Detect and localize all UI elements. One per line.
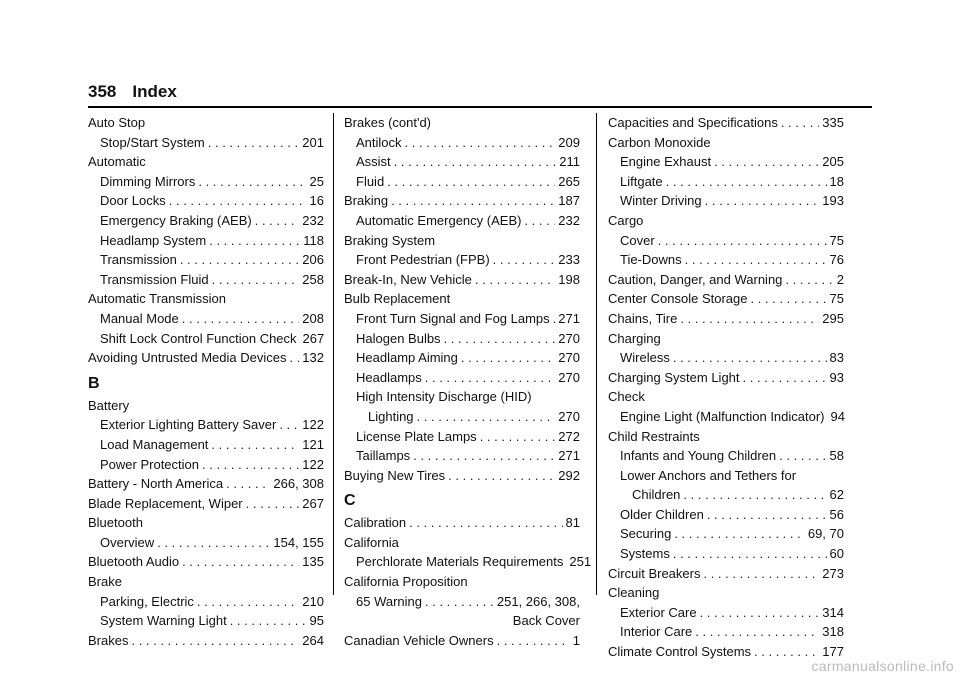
page-reference[interactable]: 318 xyxy=(822,624,844,640)
index-subentry xyxy=(608,505,844,525)
index-entry xyxy=(608,133,844,153)
index-subentry xyxy=(88,172,324,192)
page-reference[interactable]: 58 xyxy=(829,448,844,464)
index-subentry xyxy=(88,533,324,553)
page-reference[interactable]: 193 xyxy=(822,193,844,209)
watermark: carmanualsonline.info xyxy=(811,658,954,674)
index-subentry xyxy=(608,544,844,564)
entry-text: Dimming Mirrors xyxy=(100,173,196,189)
dot-leader xyxy=(743,368,827,388)
index-entry xyxy=(608,583,844,603)
entry-text: Securing xyxy=(620,526,672,542)
index-entry xyxy=(344,191,580,211)
page-reference[interactable]: 205 xyxy=(822,154,844,170)
entry-text: Perchlorate Materials Requirements xyxy=(356,554,564,570)
entry-text: Blade Replacement, Wiper xyxy=(88,495,243,511)
index-entry xyxy=(608,387,844,407)
dot-leader xyxy=(209,231,300,251)
page-reference[interactable]: 75 xyxy=(829,291,844,307)
index-subentry xyxy=(608,250,844,270)
dot-leader xyxy=(211,435,299,455)
index-subentry xyxy=(608,466,844,486)
entry-text: Brake xyxy=(88,574,122,590)
page-title: Index xyxy=(132,82,177,101)
index-subentry xyxy=(88,611,324,631)
dot-leader xyxy=(425,592,494,612)
entry-text: Brakes xyxy=(88,632,129,648)
entry-text: California Proposition xyxy=(344,574,468,590)
index-entry xyxy=(88,152,324,172)
page-reference[interactable]: 271 xyxy=(558,448,580,464)
page-reference[interactable]: 232 xyxy=(302,212,324,228)
page-reference[interactable]: 56 xyxy=(829,506,844,522)
index-entry xyxy=(608,642,844,662)
page-reference[interactable]: 270 xyxy=(558,330,580,346)
entry-text: Parking, Electric xyxy=(100,593,194,609)
header-rule xyxy=(88,106,872,108)
entry-text: Calibration xyxy=(344,515,407,531)
index-subentry xyxy=(344,211,580,231)
entry-text: Caution, Danger, and Warning xyxy=(608,271,783,287)
dot-leader xyxy=(413,446,555,466)
dot-leader xyxy=(779,446,826,466)
entry-text: Halogen Bulbs xyxy=(356,330,441,346)
dot-leader xyxy=(394,152,557,172)
page-reference[interactable]: 18 xyxy=(829,173,844,189)
dot-leader xyxy=(391,191,555,211)
entry-text: Lower Anchors and Tethers for xyxy=(620,467,797,483)
index-subentry xyxy=(608,485,844,505)
dot-leader xyxy=(198,172,306,192)
index-entry xyxy=(344,231,580,251)
dot-leader xyxy=(409,513,562,533)
entry-text: Climate Control Systems xyxy=(608,644,752,660)
page-reference[interactable]: 60 xyxy=(829,546,844,562)
entry-text: Older Children xyxy=(620,506,704,522)
entry-text: Charging xyxy=(608,330,661,346)
dot-leader xyxy=(553,309,556,329)
entry-text: Manual Mode xyxy=(100,310,179,326)
index-entry xyxy=(88,494,324,514)
column-divider xyxy=(333,113,334,595)
dot-leader xyxy=(700,603,820,623)
index-subentry xyxy=(608,603,844,623)
dot-leader xyxy=(182,309,300,329)
dot-leader xyxy=(180,250,299,270)
page-reference[interactable]: 270 xyxy=(558,408,580,424)
page-reference[interactable]: 135 xyxy=(302,554,324,570)
index-subentry xyxy=(88,415,324,435)
dot-leader xyxy=(444,329,556,349)
entry-text: Systems xyxy=(620,546,670,562)
dot-leader xyxy=(673,348,827,368)
entry-text: Braking xyxy=(344,193,389,209)
entry-text: Antilock xyxy=(356,134,402,150)
dot-leader xyxy=(497,631,570,651)
dot-leader xyxy=(387,172,555,192)
dot-leader xyxy=(230,611,307,631)
entry-text: Shift Lock Control Function Check xyxy=(100,330,297,346)
index-subentry xyxy=(344,309,580,329)
index-subentry xyxy=(608,622,844,642)
index-entry xyxy=(88,513,324,533)
entry-text: Child Restraints xyxy=(608,428,700,444)
page-reference[interactable]: 62 xyxy=(829,487,844,503)
index-subentry xyxy=(88,211,324,231)
index-subentry xyxy=(344,592,580,612)
entry-text: Charging System Light xyxy=(608,369,740,385)
dot-leader xyxy=(524,211,555,231)
entry-text: Carbon Monoxide xyxy=(608,134,711,150)
dot-leader xyxy=(246,494,300,514)
entry-text: Infants and Young Children xyxy=(620,448,777,464)
index-entry xyxy=(88,631,324,651)
entry-text: Automatic xyxy=(88,154,146,170)
index-entry xyxy=(344,466,580,486)
entry-text: Bluetooth xyxy=(88,515,143,531)
page-reference[interactable]: 83 xyxy=(829,350,844,366)
entry-text: Buying New Tires xyxy=(344,467,446,483)
index-entry xyxy=(88,348,324,368)
page-reference[interactable]: 266, 308 xyxy=(273,476,324,492)
dot-leader xyxy=(182,552,299,572)
entry-text: Emergency Braking (AEB) xyxy=(100,212,252,228)
entry-text: Canadian Vehicle Owners xyxy=(344,632,494,648)
dot-leader xyxy=(425,368,556,388)
dot-leader xyxy=(226,474,270,494)
index-subentry xyxy=(608,152,844,172)
page-reference[interactable]: 314 xyxy=(822,604,844,620)
dot-leader xyxy=(707,505,827,525)
entry-text: Transmission Fluid xyxy=(100,271,209,287)
dot-leader xyxy=(448,466,555,486)
dot-leader xyxy=(131,631,299,651)
index-subentry xyxy=(88,250,324,270)
dot-leader xyxy=(405,133,556,153)
entry-text: Battery - North America xyxy=(88,476,224,492)
entry-text: Avoiding Untrusted Media Devices xyxy=(88,350,287,366)
page-reference[interactable]: 251 xyxy=(569,554,592,570)
index-subentry xyxy=(344,133,580,153)
page-reference[interactable]: 270 xyxy=(558,350,580,366)
page-reference[interactable]: 81 xyxy=(565,515,580,531)
index-subentry xyxy=(608,191,844,211)
entry-text: Interior Care xyxy=(620,624,693,640)
index-subentry xyxy=(88,435,324,455)
page-reference[interactable]: 1 xyxy=(572,632,580,648)
entry-text: Brakes (cont'd) xyxy=(344,115,432,130)
page-reference[interactable]: 75 xyxy=(829,232,844,248)
index-subentry xyxy=(344,329,580,349)
page-reference[interactable]: 209 xyxy=(558,134,580,150)
index-subentry xyxy=(88,455,324,475)
entry-text: Load Management xyxy=(100,436,209,452)
entry-text: License Plate Lamps xyxy=(356,428,477,444)
index-entry xyxy=(608,368,844,388)
dot-leader xyxy=(289,348,299,368)
dot-leader xyxy=(714,152,819,172)
dot-leader xyxy=(685,250,827,270)
page-reference[interactable]: 121 xyxy=(302,436,324,452)
entry-text: Liftgate xyxy=(620,173,663,189)
column-divider xyxy=(596,113,597,595)
index-entry-continuation: Back Cover xyxy=(512,613,580,629)
index-subentry xyxy=(88,270,324,290)
entry-text: Capacities and Specifications xyxy=(608,115,778,130)
page-reference[interactable]: 25 xyxy=(309,173,324,189)
dot-leader xyxy=(208,133,300,153)
index-entry xyxy=(88,289,324,309)
index-entry xyxy=(88,113,324,133)
index-entry xyxy=(344,533,580,553)
dot-leader xyxy=(202,455,299,475)
index-column-3 xyxy=(608,113,844,662)
index-subentry xyxy=(608,172,844,192)
index-subentry xyxy=(88,231,324,251)
index-subentry xyxy=(608,524,844,544)
entry-text: Auto Stop xyxy=(88,115,146,130)
entry-text: Headlamps xyxy=(356,369,422,385)
page-reference[interactable]: 211 xyxy=(559,154,580,170)
page-reference[interactable]: 132 xyxy=(302,350,324,366)
page-reference[interactable]: 118 xyxy=(303,232,324,248)
entry-text: Automatic Transmission xyxy=(88,291,226,307)
index-subentry xyxy=(344,348,580,368)
page-reference[interactable]: 95 xyxy=(309,613,324,629)
entry-text: Lighting xyxy=(368,408,414,424)
page-reference[interactable]: 2 xyxy=(836,271,844,287)
entry-text: Wireless xyxy=(620,350,670,366)
entry-text: Bluetooth Audio xyxy=(88,554,180,570)
entry-text: Battery xyxy=(88,397,130,413)
page-reference[interactable]: 76 xyxy=(829,252,844,268)
index-subentry xyxy=(344,368,580,388)
index-entry xyxy=(608,309,844,329)
page-reference[interactable]: 295 xyxy=(822,310,844,326)
entry-text: Assist xyxy=(356,154,391,170)
index-subentry xyxy=(88,309,324,329)
entry-text: Transmission xyxy=(100,252,177,268)
entry-text: Headlamp System xyxy=(100,232,207,248)
page-reference[interactable]: 122 xyxy=(302,417,324,433)
page-reference[interactable]: 258 xyxy=(302,271,324,287)
index-subentry xyxy=(608,231,844,251)
index-entry xyxy=(608,564,844,584)
dot-leader xyxy=(658,231,827,251)
entry-text: Break-In, New Vehicle xyxy=(344,271,472,287)
index-column-2 xyxy=(344,113,592,650)
entry-text: Bulb Replacement xyxy=(344,291,451,307)
index-entry xyxy=(88,396,324,416)
entry-text: Winter Driving xyxy=(620,193,702,209)
page-reference[interactable]: 93 xyxy=(829,369,844,385)
index-entry xyxy=(608,113,844,133)
page-header xyxy=(88,82,177,102)
entry-text: System Warning Light xyxy=(100,613,227,629)
index-subentry xyxy=(608,446,844,466)
index-subentry xyxy=(344,250,580,270)
entry-text: Cover xyxy=(620,232,655,248)
index-subentry xyxy=(344,427,580,447)
page-reference[interactable]: 335 xyxy=(822,115,844,130)
entry-text: Fluid xyxy=(356,173,385,189)
entry-text: Overview xyxy=(100,534,155,550)
dot-leader xyxy=(475,270,555,290)
entry-text: California xyxy=(344,534,399,550)
index-subentry xyxy=(344,407,580,427)
index-subentry xyxy=(608,348,844,368)
entry-text: Children xyxy=(632,487,681,503)
page-reference[interactable]: 187 xyxy=(558,193,580,209)
index-column-1 xyxy=(88,113,324,650)
index-subentry xyxy=(88,329,324,349)
page-reference[interactable]: 251, 266, 308, xyxy=(496,593,580,609)
index-entry xyxy=(344,631,580,651)
index-entry xyxy=(344,113,580,133)
index-entry xyxy=(608,289,844,309)
index-subentry xyxy=(344,172,580,192)
dot-leader xyxy=(212,270,300,290)
page-reference[interactable]: 206 xyxy=(302,252,324,268)
entry-text: Front Turn Signal and Fog Lamps xyxy=(356,310,550,326)
dot-leader xyxy=(674,524,805,544)
index-entry xyxy=(88,572,324,592)
dot-leader xyxy=(255,211,300,231)
page-number: 358 xyxy=(88,82,117,101)
page-reference[interactable]: 94 xyxy=(830,408,845,424)
dot-leader xyxy=(279,415,299,435)
index-subentry xyxy=(344,552,592,572)
dot-leader xyxy=(754,642,819,662)
dot-leader xyxy=(197,592,299,612)
entry-text: Headlamp Aiming xyxy=(356,350,458,366)
section-letter: C xyxy=(344,492,356,510)
index-subentry xyxy=(88,191,324,211)
page-reference[interactable]: 201 xyxy=(302,134,324,150)
index-entry xyxy=(344,289,580,309)
page-reference[interactable]: 271 xyxy=(558,310,580,326)
dot-leader xyxy=(493,250,556,270)
entry-text: Engine Light (Malfunction Indicator) xyxy=(620,408,825,424)
page-reference[interactable]: 270 xyxy=(558,369,580,385)
dot-leader xyxy=(683,485,826,505)
page-reference[interactable]: 267 xyxy=(302,495,324,511)
page-reference[interactable]: 210 xyxy=(302,593,324,609)
page-reference[interactable]: 272 xyxy=(558,428,580,444)
dot-leader xyxy=(705,191,820,211)
dot-leader xyxy=(695,622,819,642)
entry-text: Chains, Tire xyxy=(608,310,678,326)
index-entry xyxy=(344,572,580,592)
entry-text: Taillamps xyxy=(356,448,411,464)
page-reference[interactable]: 265 xyxy=(558,173,580,189)
page-reference[interactable]: 154, 155 xyxy=(273,534,324,550)
index-entry xyxy=(608,329,844,349)
entry-text: Door Locks xyxy=(100,193,166,209)
entry-text: Front Pedestrian (FPB) xyxy=(356,252,490,268)
dot-leader xyxy=(785,270,833,290)
index-subentry xyxy=(344,446,580,466)
page-reference[interactable]: 198 xyxy=(558,271,580,287)
dot-leader xyxy=(680,309,819,329)
index-subentry xyxy=(344,387,580,407)
index-subentry xyxy=(88,592,324,612)
section-letter: B xyxy=(88,374,100,392)
index-subentry xyxy=(608,407,844,427)
dot-leader xyxy=(781,113,819,133)
entry-text: Braking System xyxy=(344,232,436,248)
dot-leader xyxy=(461,348,555,368)
page-reference[interactable]: 267 xyxy=(302,330,325,346)
page-reference[interactable]: 264 xyxy=(302,632,324,648)
index-subentry xyxy=(88,133,324,153)
dot-leader xyxy=(750,289,826,309)
index-subentry xyxy=(344,152,580,172)
index-entry xyxy=(344,270,580,290)
page-reference[interactable]: 16 xyxy=(309,193,324,209)
page-reference[interactable]: 208 xyxy=(302,310,324,326)
page-reference[interactable]: 292 xyxy=(558,467,580,483)
index-entry xyxy=(608,270,844,290)
dot-leader xyxy=(703,564,819,584)
page-reference[interactable]: 233 xyxy=(558,252,580,268)
dot-leader xyxy=(157,533,270,553)
entry-text: Check xyxy=(608,389,645,405)
entry-text: Circuit Breakers xyxy=(608,565,701,581)
entry-text: Exterior Care xyxy=(620,604,697,620)
entry-text: Exterior Lighting Battery Saver xyxy=(100,417,277,433)
entry-text: Power Protection xyxy=(100,456,199,472)
page-reference[interactable]: 69, 70 xyxy=(807,526,844,542)
entry-text: Automatic Emergency (AEB) xyxy=(356,212,522,228)
index-entry xyxy=(608,427,844,447)
dot-leader xyxy=(480,427,556,447)
entry-text: High Intensity Discharge (HID) xyxy=(356,389,532,405)
entry-text: Engine Exhaust xyxy=(620,154,712,170)
page-reference[interactable]: 177 xyxy=(822,644,844,660)
entry-text: Cargo xyxy=(608,212,644,228)
entry-text: 65 Warning xyxy=(356,593,422,609)
index-entry xyxy=(88,552,324,572)
index-entry xyxy=(608,211,844,231)
entry-text: Cleaning xyxy=(608,585,660,601)
dot-leader xyxy=(673,544,827,564)
index-entry xyxy=(344,513,580,533)
entry-text: Tie-Downs xyxy=(620,252,682,268)
entry-text: Center Console Storage xyxy=(608,291,748,307)
dot-leader xyxy=(666,172,827,192)
index-entry xyxy=(88,474,324,494)
entry-text: Stop/Start System xyxy=(100,134,205,150)
page-reference[interactable]: 122 xyxy=(302,456,324,472)
dot-leader xyxy=(417,407,556,427)
page-reference[interactable]: 232 xyxy=(558,212,580,228)
page-reference[interactable]: 273 xyxy=(822,565,844,581)
dot-leader xyxy=(169,191,307,211)
